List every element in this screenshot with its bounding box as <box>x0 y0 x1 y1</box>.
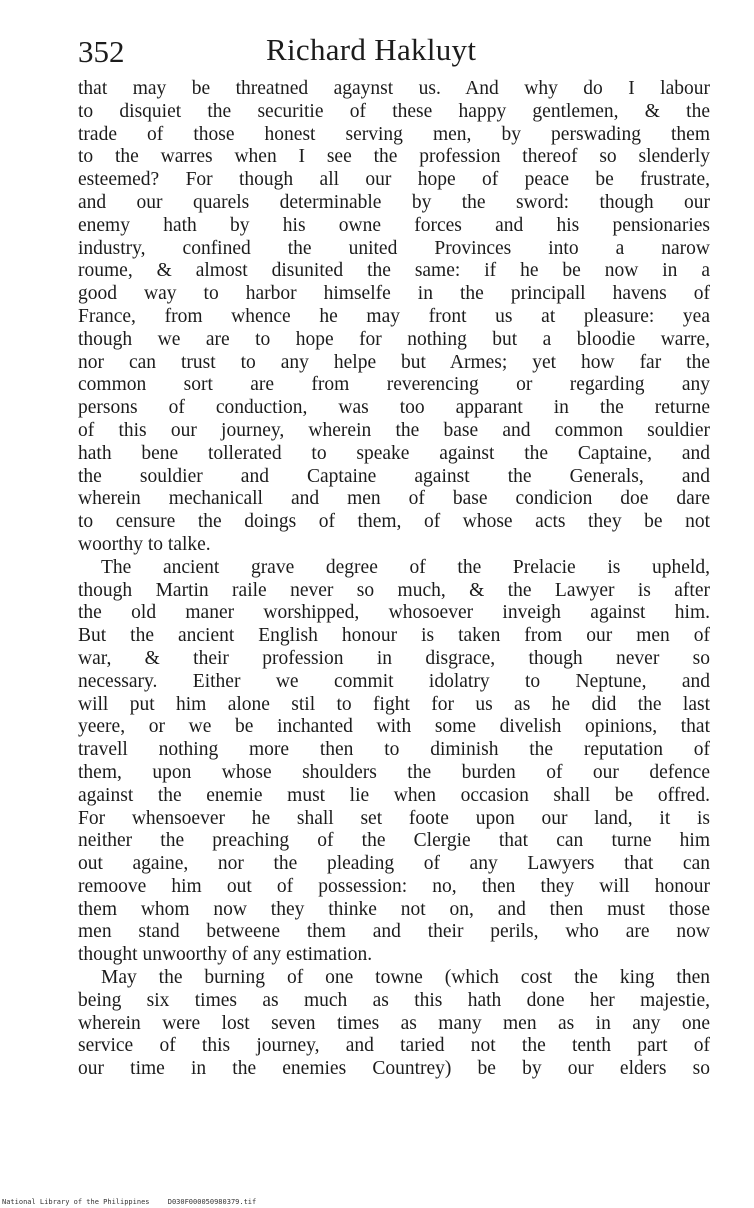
text-line: trade of those honest serving men, by perswading them <box>78 123 710 145</box>
text-line: them whom now they thinke not on, and then must those <box>78 898 710 920</box>
text-line: necessary. Either we commit idolatry to Neptune, and <box>78 670 710 692</box>
scan-file-id: D030F000050980379.tif <box>167 1198 257 1206</box>
text-line: though we are to hope for nothing but a bloodie warre, <box>78 328 710 350</box>
page-header <box>78 30 708 74</box>
text-line: to the warres when I see the profession thereof so slenderly <box>78 146 710 168</box>
text-line: war, & their profession in disgrace, though never so <box>78 647 710 669</box>
text-line: travell nothing more then to diminish the reputation of <box>78 739 710 761</box>
text-line: thought unwoorthy of any estimation. <box>78 944 373 966</box>
text-line: wherein were lost seven times as many men as in any one <box>78 1012 710 1034</box>
text-line: For whensoever he shall set foote upon our land, it is <box>78 807 710 829</box>
text-line: out againe, nor the pleading of any Lawyers that can <box>78 853 710 875</box>
text-line: being six times as much as this hath done her majestie, <box>78 989 710 1011</box>
library-credit: National Library of the Philippines <box>2 1198 150 1206</box>
text-line: enemy hath by his owne forces and his pensionaries <box>78 214 710 236</box>
text-line: remoove him out of possession: no, then they will honour <box>78 875 710 897</box>
text-line: esteemed? For though all our hope of peace be frustrate, <box>78 169 710 191</box>
text-line: service of this journey, and taried not the tenth part of <box>78 1035 710 1057</box>
text-line: neither the preaching of the Clergie that can turne him <box>78 830 710 852</box>
text-line: woorthy to talke. <box>78 533 211 555</box>
text-line: yeere, or we be inchanted with some divelish opinions, that <box>78 716 710 738</box>
text-line: roume, & almost disunited the same: if he be now in a <box>78 260 710 282</box>
text-line: But the ancient English honour is taken from our men of <box>78 625 710 647</box>
page-number: 352 <box>78 34 125 69</box>
paragraph-start-line: May the burning of one towne (which cost the king then <box>101 967 710 989</box>
text-line: of this our journey, wherein the base and common souldier <box>78 419 710 441</box>
text-line: wherein mechanicall and men of base condicion doe dare <box>78 488 710 510</box>
text-line: the old maner worshipped, whosoever inveigh against him. <box>78 602 710 624</box>
text-line: persons of conduction, was too apparant in the returne <box>78 397 710 419</box>
text-line: good way to harbor himselfe in the principall havens of <box>78 283 710 305</box>
text-line: France, from whence he may front us at pleasure: yea <box>78 305 710 327</box>
text-line: to censure the doings of them, of whose acts they be not <box>78 511 710 533</box>
text-line: nor can trust to any helpe but Armes; yet how far the <box>78 351 710 373</box>
text-line: and our quarels determinable by the sword: though our <box>78 191 710 213</box>
text-line: though Martin raile never so much, & the Lawyer is after <box>78 579 710 601</box>
text-line: industry, confined the united Provinces into a narow <box>78 237 710 259</box>
running-title: Richard Hakluyt <box>266 32 477 67</box>
text-line: hath bene tollerated to speake against the Captaine, and <box>78 442 710 464</box>
text-line: to disquiet the securitie of these happy gentlemen, & the <box>78 100 710 122</box>
text-line: our time in the enemies Countrey) be by our elders so <box>78 1058 710 1080</box>
text-line: that may be threatned agaynst us. And why do I labour <box>78 78 710 99</box>
paragraph-start-line: The ancient grave degree of the Prelacie is upheld, <box>101 556 710 578</box>
scan-footer <box>2 1198 256 1207</box>
body-text <box>78 78 710 1081</box>
text-line: will put him alone stil to fight for us as he did the last <box>78 693 710 715</box>
text-line: common sort are from reverencing or regarding any <box>78 374 710 396</box>
text-line: against the enemie must lie when occasion shall be offred. <box>78 784 710 806</box>
text-line: men stand betweene them and their perils, who are now <box>78 921 710 943</box>
text-line: the souldier and Captaine against the Generals, and <box>78 465 710 487</box>
text-line: them, upon whose shoulders the burden of our defence <box>78 761 710 783</box>
